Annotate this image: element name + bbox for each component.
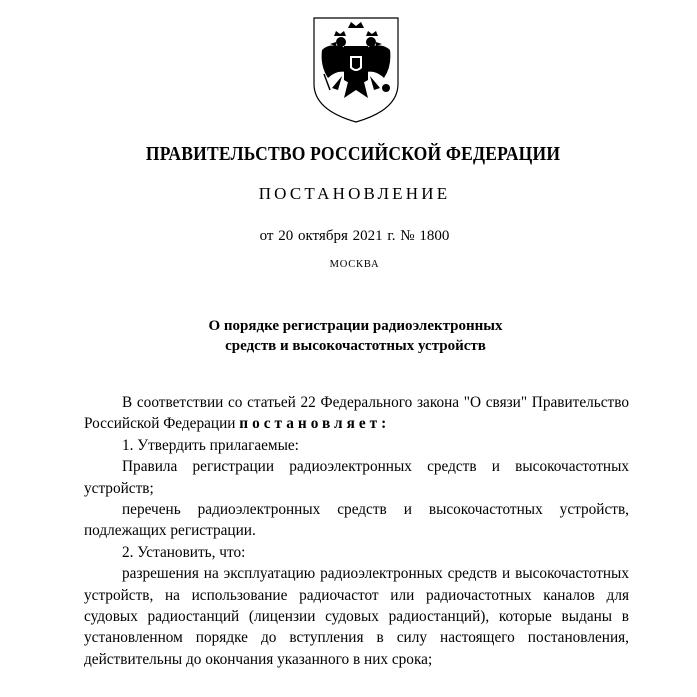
document-type: ПОСТАНОВЛЕНИЕ <box>258 184 451 203</box>
paragraph-permits: разрешения на эксплуатацию радиоэлектронных средств и высокочастотных устройств, на использование радиочастот или радиочастотных каналов для судовых радиостанций (лицензии судовых радиостанций), которые выданы в установленном порядке до вступления в силу настоящего постановления, действительны до окончания указанного в них срока; <box>84 565 629 668</box>
document-title <box>0 316 697 356</box>
paragraph-item-2: 2. Установить, что: <box>122 543 246 561</box>
paragraph-preamble <box>84 392 629 435</box>
document-body <box>84 392 629 670</box>
government-title: ПРАВИТЕЛЬСТВО РОССИЙСКОЙ ФЕДЕРАЦИИ <box>145 144 561 165</box>
document-title-line-2: средств и высокочастотных устройств <box>225 338 486 354</box>
preamble-text: В соответствии со статьей 22 Федерального закона "О связи" Правительство Российской Федерации <box>84 394 629 433</box>
city: МОСКВА <box>329 259 380 270</box>
date-and-number: от 20 октября 2021 г. № 1800 <box>259 228 450 244</box>
paragraph-rules: Правила регистрации радиоэлектронных средств и высокочастотных устройств; <box>84 458 629 497</box>
paragraph-list: перечень радиоэлектронных средств и высокочастотных устройств, подлежащих регистрации. <box>84 501 629 540</box>
resolves-word: постановляет: <box>239 415 391 433</box>
document-title-line-1: О порядке регистрации радиоэлектронных <box>208 318 503 334</box>
paragraph-item-1: 1. Утвердить прилагаемые: <box>122 436 299 454</box>
double-headed-eagle-emblem-icon <box>308 14 404 124</box>
